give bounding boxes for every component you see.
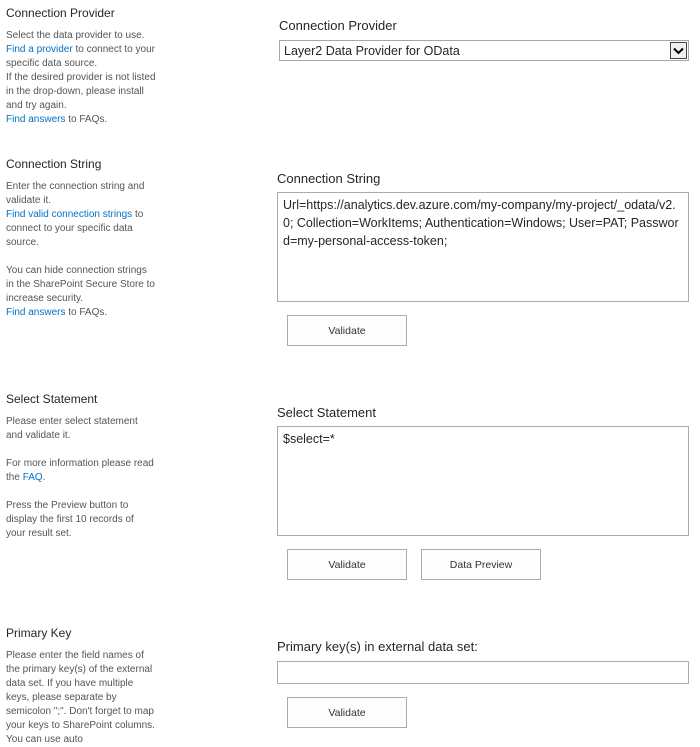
desc-text: Enter the connection string and validate it. <box>6 181 145 206</box>
provider-dropdown[interactable] <box>279 40 689 61</box>
connection-string-textarea[interactable]: Url=https://analytics.dev.azure.com/my-company/my-project/_odata/v2.0; Collection=WorkItems; Authentication=Windows; User=PAT; Password=my-personal-access-token; <box>277 192 689 302</box>
validate-connection-button[interactable]: Validate <box>287 315 407 346</box>
section-description <box>6 180 156 320</box>
provider-section-info <box>6 6 156 127</box>
desc-text: Press the Preview button to display the first 10 records of your result set. <box>6 500 134 539</box>
find-answers-link[interactable]: Find answers <box>6 114 66 125</box>
provider-label: Connection Provider <box>279 18 397 33</box>
desc-text: For more information please read the <box>6 458 154 483</box>
faq-link[interactable]: FAQ <box>22 472 43 483</box>
select-statement-textarea[interactable]: $select=* <box>277 426 689 536</box>
section-title: Primary Key <box>6 626 72 640</box>
section-title: Connection Provider <box>6 6 115 20</box>
connection-string-label: Connection String <box>277 171 381 186</box>
validate-select-button[interactable]: Validate <box>287 549 407 580</box>
desc-text: Please enter the field names of the primary key(s) of the external data set. If you have multiple keys, please separate by semicolon ";". Don't forget to map your keys to SharePoint columns. You can use auto <box>6 650 155 745</box>
find-answers-link[interactable]: Find answers <box>6 307 66 318</box>
desc-text: to FAQs. <box>65 114 108 125</box>
desc-text: You can hide connection strings in the SharePoint Secure Store to increase security. <box>6 265 155 304</box>
desc-text: Select the data provider to use. <box>6 30 145 41</box>
desc-text: If the desired provider is not listed in the drop-down, please install and try again. <box>6 72 156 111</box>
desc-text: to connect to your specific data source. <box>6 209 144 248</box>
desc-text: to FAQs. <box>65 307 108 318</box>
desc-text: to connect to your specific data source. <box>6 44 155 69</box>
provider-selected-value: Layer2 Data Provider for OData <box>284 43 460 58</box>
primary-key-label: Primary key(s) in external data set: <box>277 639 478 654</box>
find-connection-strings-link[interactable]: Find valid connection strings <box>6 209 133 220</box>
select-statement-label: Select Statement <box>277 405 376 420</box>
find-provider-link[interactable]: Find a provider <box>6 44 73 55</box>
primary-key-input[interactable] <box>277 661 689 684</box>
section-description <box>6 29 156 127</box>
section-title: Connection String <box>6 157 102 171</box>
data-preview-button[interactable]: Data Preview <box>421 549 541 580</box>
desc-text: . <box>42 472 46 483</box>
primary-section-info <box>6 626 158 747</box>
validate-primary-key-button[interactable]: Validate <box>287 697 407 728</box>
section-description <box>6 649 158 747</box>
desc-text: Please enter select statement and validate it. <box>6 416 138 441</box>
chevron-down-icon[interactable] <box>670 42 687 59</box>
section-description <box>6 415 156 541</box>
section-title: Select Statement <box>6 392 98 406</box>
connection-section-info <box>6 157 156 320</box>
select-section-info <box>6 392 156 541</box>
